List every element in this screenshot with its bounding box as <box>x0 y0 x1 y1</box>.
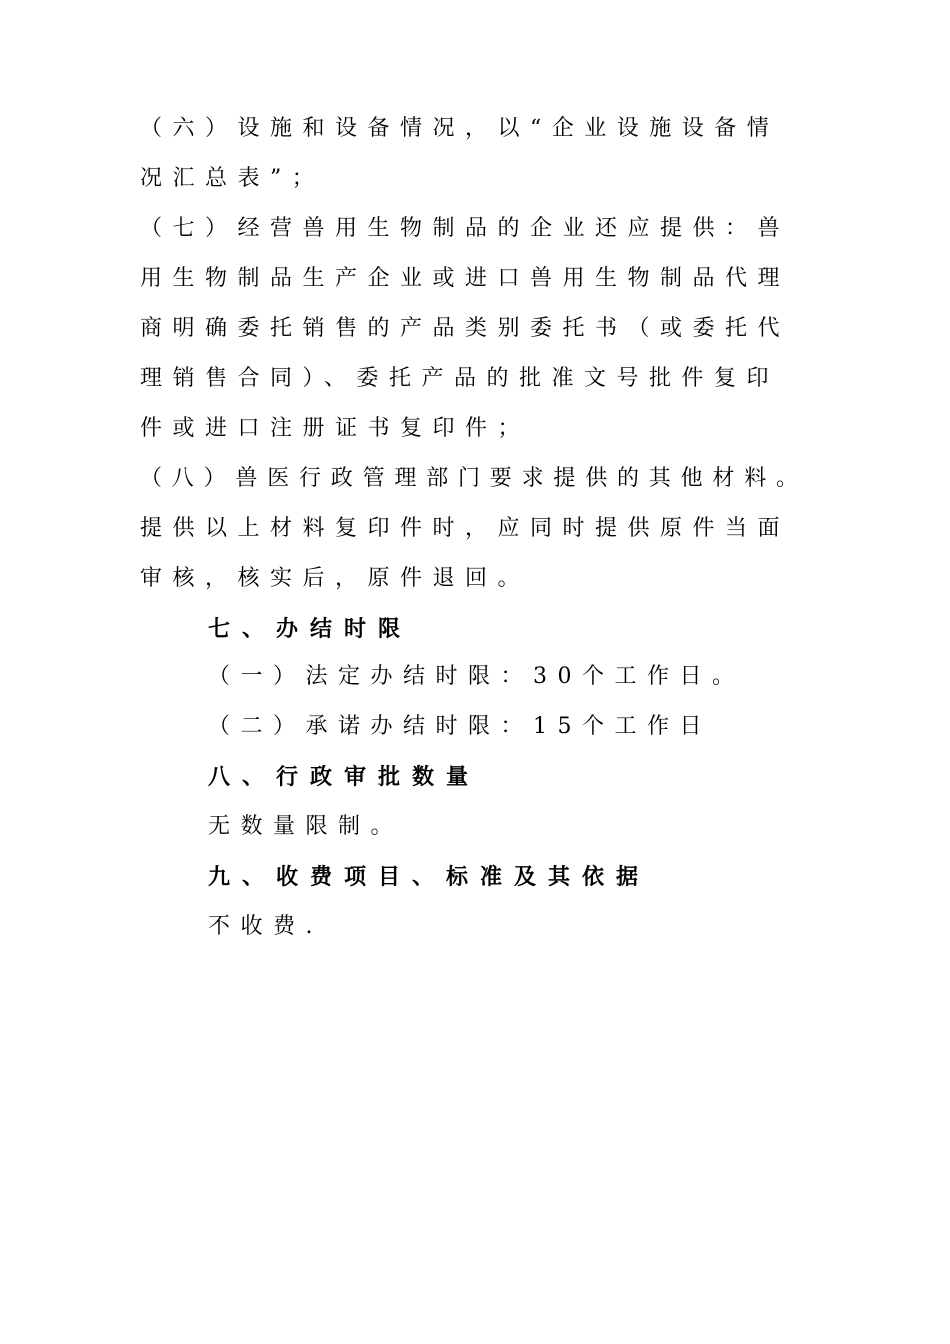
promised-deadline-text: （二）承诺办结时限：15个工作日 <box>208 714 712 739</box>
section-heading-deadline: 七、办结时限 <box>208 616 413 642</box>
paragraph-line: （七）经营兽用生物制品的企业还应提供：兽 <box>140 216 791 241</box>
paragraph-line: （八）兽医行政管理部门要求提供的其他材料。 <box>140 466 808 491</box>
paragraph-line: 商明确委托销售的产品类别委托书（或委托代 <box>140 316 791 341</box>
section-heading-approval-quantity: 八、行政审批数量 <box>208 764 481 790</box>
paragraph-line: 况汇总表”； <box>140 166 325 191</box>
fees-text: 不收费. <box>208 914 323 939</box>
legal-deadline-text: （一）法定办结时限：30个工作日。 <box>208 664 745 689</box>
approval-quantity-text: 无数量限制。 <box>208 814 404 839</box>
paragraph-line: 件或进口注册证书复印件； <box>140 416 531 441</box>
paragraph-line: 理销售合同）、委托产品的批准文号批件复印 <box>140 366 780 391</box>
paragraph-line: 提供以上材料复印件时，应同时提供原件当面 <box>140 516 791 541</box>
paragraph-line: 审核，核实后，原件退回。 <box>140 566 531 591</box>
paragraph-line: 用生物制品生产企业或进口兽用生物制品代理 <box>140 266 791 291</box>
section-heading-fees: 九、收费项目、标准及其依据 <box>208 864 651 890</box>
paragraph-line: （六）设施和设备情况，以“企业设施设备情 <box>140 116 780 141</box>
